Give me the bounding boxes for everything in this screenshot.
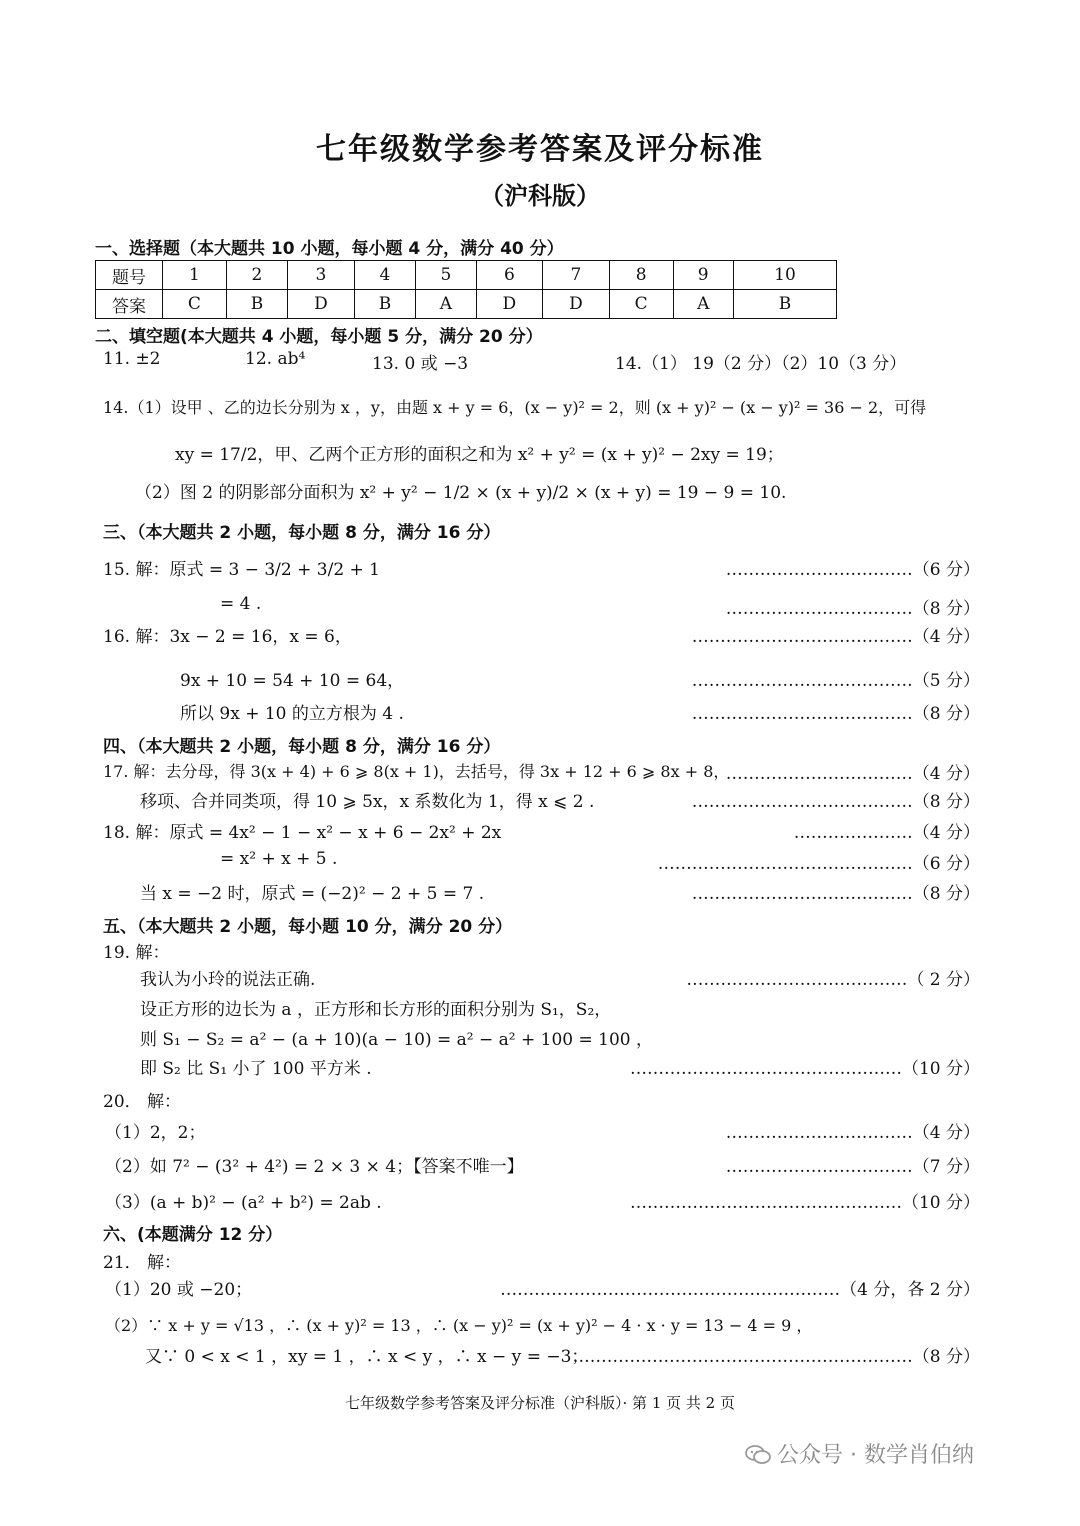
table-cell: 10 [733,261,836,290]
answer-line: 11. ±2 [103,349,161,369]
score-line: …………………………………………（10 分） [629,1193,980,1213]
answer-line: 又∵ 0 < x < 1 ，xy = 1 ，∴ x < y ，∴ x − y = −3； [145,1347,589,1367]
score-line: ……………………………（4 分） [725,764,980,784]
section-heading-fill: 二、填空题(本大题共 4 小题，每小题 5 分，满分 20 分） [95,327,543,347]
section-heading-3: 三、（本大题共 2 小题，每小题 8 分，满分 16 分） [103,523,501,543]
table-cell: B [733,290,836,319]
score-line: ……………………………（8 分） [725,599,980,619]
answer-line: （2）如 7² − (3² + 4²) = 2 × 3 × 4；【答案不唯一】 [105,1157,524,1177]
table-cell: 9 [673,261,733,290]
table-cell: 3 [288,261,355,290]
answer-line: （1）2，2； [105,1123,206,1143]
answer-line: 设正方形的边长为 a ，正方形和长方形的面积分别为 S₁，S₂， [140,1000,612,1020]
section-heading-choice: 一、选择题（本大题共 10 小题，每小题 4 分，满分 40 分） [95,239,564,259]
table-cell: 8 [609,261,673,290]
table-cell: 1 [163,261,227,290]
score-line: …………………（4 分） [793,823,980,843]
table-cell: C [609,290,673,319]
answer-table [95,260,837,319]
score-line: ……………………………（4 分） [725,1123,980,1143]
table-header-cell: 题号 [96,261,163,290]
table-cell: 4 [354,261,415,290]
document-title: 七年级数学参考答案及评分标准 [316,132,764,167]
score-line: ……………………………………………………（4 分，各 2 分） [500,1280,980,1300]
answer-line: 14.（1） 19（2 分）（2）10（3 分） [615,354,907,374]
answer-line: = 4 . [220,594,262,614]
table-cell: D [476,290,543,319]
answer-line: 19. 解： [103,943,170,963]
table-cell: A [416,290,476,319]
answer-line: 我认为小玲的说法正确. [140,970,316,990]
answer-line: = x² + x + 5 . [220,849,338,869]
score-line: ………………………………………（6 分） [657,854,980,874]
score-line: …………………………………（8 分） [691,792,980,812]
table-cell: D [543,290,610,319]
answer-line: 21． 解： [103,1253,182,1273]
table-row-questions [96,261,837,290]
table-cell: C [163,290,227,319]
score-line: …………………………………（8 分） [691,704,980,724]
answer-line: 17. 解：去分母，得 3(x + 4) + 6 ⩾ 8(x + 1)，去括号，得 3x + 12 + 6 ⩾ 8x + 8， [103,762,730,781]
answer-line: 12. ab⁴ [245,349,306,369]
explanation-line: （2）图 2 的阴影部分面积为 x² + y² − 1/2 × (x + y)/2 × (x + y) = 19 − 9 = 10. [135,483,787,503]
answer-line: 16. 解：3x − 2 = 16，x = 6， [103,627,352,647]
wechat-icon [745,1445,771,1465]
answer-line: 移项、合并同类项，得 10 ⩾ 5x，x 系数化为 1，得 x ⩽ 2 . [140,792,595,812]
page-footer: 七年级数学参考答案及评分标准（沪科版）· 第 1 页 共 2 页 [345,1394,735,1412]
watermark [745,1438,974,1469]
table-cell: D [288,290,355,319]
table-cell: 2 [226,261,287,290]
table-cell: 6 [476,261,543,290]
table-cell: 7 [543,261,610,290]
score-line: …………………………………（5 分） [691,671,980,691]
table-cell: B [226,290,287,319]
answer-line: 则 S₁ − S₂ = a² − (a + 10)(a − 10) = a² − a² + 100 = 100 ， [140,1030,654,1050]
answer-line: 当 x = −2 时，原式 = (−2)² − 2 + 5 = 7 . [140,884,485,904]
answer-line: 即 S₂ 比 S₁ 小了 100 平方米 . [140,1059,372,1079]
document-subtitle: （沪科版） [480,181,600,210]
score-line: …………………………………（4 分） [691,627,980,647]
table-cell: 5 [416,261,476,290]
watermark-text: 公众号 · 数学肖伯纳 [777,1443,974,1468]
answer-line: 15. 解：原式 = 3 − 3/2 + 3/2 + 1 [103,560,380,580]
answer-line: 20． 解： [103,1092,182,1112]
answer-line: （2）∵ x + y = √13 ，∴ (x + y)² = 13 ，∴ (x − y)² = (x + y)² − 4 · x · y = 13 − 4 = 9 ， [105,1316,813,1335]
score-line: …………………………………………（10 分） [629,1059,980,1079]
table-cell: A [673,290,733,319]
answer-line: 13. 0 或 −3 [372,354,469,374]
score-line: …………………………………（8 分） [691,884,980,904]
section-heading-6: 六、(本题满分 12 分） [103,1225,283,1245]
answer-line: 9x + 10 = 54 + 10 = 64， [180,671,405,691]
table-cell: B [354,290,415,319]
answer-line: 18. 解：原式 = 4x² − 1 − x² − x + 6 − 2x² + 2x [103,823,502,843]
score-line: ……………………………（6 分） [725,560,980,580]
table-header-cell: 答案 [96,290,163,319]
answer-line: （3）(a + b)² − (a² + b²) = 2ab . [105,1193,382,1213]
section-heading-5: 五、（本大题共 2 小题，每小题 10 分，满分 20 分） [103,917,513,937]
table-row-answers [96,290,837,319]
score-line: ……………………………（7 分） [725,1157,980,1177]
answer-line: 所以 9x + 10 的立方根为 4 . [180,704,404,724]
explanation-line: 14.（1）设甲 、乙的边长分别为 x ，y，由题 x + y = 6，(x − y)² = 2，则 (x + y)² − (x − y)² = 36 − 2，可得 [103,398,927,417]
explanation-line: xy = 17/2，甲、乙两个正方形的面积之和为 x² + y² = (x + y)² − 2xy = 19； [175,445,784,465]
section-heading-4: 四、（本大题共 2 小题，每小题 8 分，满分 16 分） [103,737,501,757]
score-line: ……………………………………………………（8 分） [572,1347,980,1367]
answer-line: （1）20 或 −20； [105,1280,253,1300]
score-line: …………………………………（ 2 分） [686,970,980,990]
